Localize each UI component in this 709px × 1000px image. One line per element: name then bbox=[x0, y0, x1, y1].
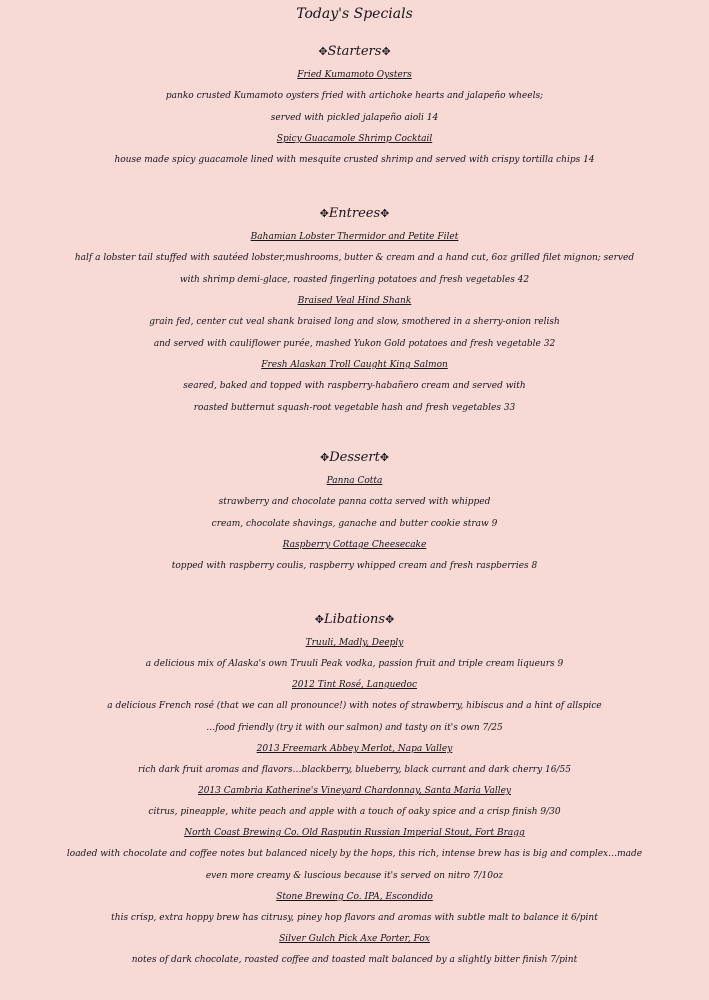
menu-item-name: Truuli, Madly, Deeply bbox=[305, 638, 404, 648]
page-title: Today's Specials bbox=[296, 6, 413, 22]
menu-item-name: Bahamian Lobster Thermidor and Petite Filet bbox=[250, 232, 459, 242]
section-starters bbox=[0, 43, 709, 171]
menu-item-name: Braised Veal Hind Shank bbox=[297, 296, 412, 306]
menu-item-description: a delicious mix of Alaska's own Truuli Peak vodka, passion fruit and triple cream liqueurs 9 bbox=[145, 659, 564, 669]
section-libations bbox=[0, 611, 709, 971]
menu-item-description: grain fed, center cut veal shank braised long and slow, smothered in a sherry-onion relish bbox=[149, 317, 560, 327]
menu-item-description: and served with cauliflower purée, mashed Yukon Gold potatoes and fresh vegetable 32 bbox=[153, 339, 556, 349]
menu-item-description: with shrimp demi-glace, roasted fingerling potatoes and fresh vegetables 42 bbox=[179, 275, 530, 285]
fleuron-icon: ✥ bbox=[385, 613, 395, 626]
section-heading-text: Dessert bbox=[329, 450, 380, 465]
menu-item-name: 2013 Freemark Abbey Merlot, Napa Valley bbox=[256, 744, 453, 754]
menu-item-name: Fresh Alaskan Troll Caught King Salmon bbox=[261, 360, 448, 370]
menu-item-description: citrus, pineapple, white peach and apple with a touch of oaky spice and a crisp finish 9/30 bbox=[148, 807, 561, 817]
menu-item-description: even more creamy & luscious because it's served on nitro 7/10oz bbox=[205, 871, 504, 881]
menu-item-description: seared, baked and topped with raspberry-habañero cream and served with bbox=[183, 381, 526, 391]
fleuron-icon: ✥ bbox=[380, 207, 390, 220]
menu-item-description: loaded with chocolate and coffee notes but balanced nicely by the hops, this rich, intense brew has is big and complex…made bbox=[66, 849, 643, 859]
section-heading bbox=[0, 43, 709, 61]
fleuron-icon: ✥ bbox=[318, 45, 328, 58]
fleuron-icon: ✥ bbox=[381, 45, 391, 58]
section-heading bbox=[0, 449, 709, 467]
menu-item-name: Silver Gulch Pick Axe Porter, Fox bbox=[279, 934, 430, 944]
menu-item-name: Panna Cotta bbox=[326, 476, 383, 486]
menu-item-description: …food friendly (try it with our salmon) and tasty on it's own 7/25 bbox=[206, 723, 503, 733]
menu-item-description: strawberry and chocolate panna cotta served with whipped bbox=[218, 497, 491, 507]
menu-item-name: Spicy Guacamole Shrimp Cocktail bbox=[276, 134, 433, 144]
menu-item-name: 2012 Tint Rosé, Languedoc bbox=[291, 680, 418, 690]
section-heading-text: Libations bbox=[323, 612, 386, 627]
fleuron-icon: ✥ bbox=[314, 613, 324, 626]
section-entrees bbox=[0, 205, 709, 419]
menu-item-description: cream, chocolate shavings, ganache and butter cookie straw 9 bbox=[211, 519, 498, 529]
fleuron-icon: ✥ bbox=[379, 451, 390, 464]
menu-item-description: notes of dark chocolate, roasted coffee and toasted malt balanced by a slightly bitter finish 7/pint bbox=[131, 955, 578, 965]
menu-item-description: panko crusted Kumamoto oysters fried with artichoke hearts and jalapeño wheels; bbox=[165, 91, 544, 101]
section-heading bbox=[0, 205, 709, 223]
menu-item-name: Raspberry Cottage Cheesecake bbox=[282, 540, 427, 550]
menu-item-description: this crisp, extra hoppy brew has citrusy, piney hop flavors and aromas with subtle malt to balance it 6/pint bbox=[111, 913, 598, 923]
menu-item-description: roasted butternut squash-root vegetable hash and fresh vegetables 33 bbox=[193, 403, 516, 413]
menu-item-description: rich dark fruit aromas and flavors…blackberry, blueberry, black currant and dark cherry 16/55 bbox=[138, 765, 571, 775]
menu-item-name: 2013 Cambria Katherine's Vineyard Chardonnay, Santa Maria Valley bbox=[198, 786, 511, 796]
section-heading-text: Starters bbox=[327, 44, 382, 59]
section-heading-text: Entrees bbox=[328, 206, 381, 221]
menu-item-description: a delicious French rosé (that we can all pronounce!) with notes of strawberry, hibiscus and a hint of allspice bbox=[107, 701, 602, 711]
menu-item-description: half a lobster tail stuffed with sautéed lobster,mushrooms, butter & cream and a hand cut, 6oz grilled filet mignon; served bbox=[74, 253, 635, 263]
section-heading bbox=[0, 611, 709, 629]
menu-item-name: Fried Kumamoto Oysters bbox=[297, 70, 412, 80]
fleuron-icon: ✥ bbox=[319, 207, 329, 220]
menu-item-description: topped with raspberry coulis, raspberry whipped cream and fresh raspberries 8 bbox=[171, 561, 538, 571]
menu-item-description: served with pickled jalapeño aioli 14 bbox=[270, 113, 439, 123]
menu-item-description: house made spicy guacamole lined with mesquite crusted shrimp and served with crispy tortilla chips 14 bbox=[114, 155, 595, 165]
fleuron-icon: ✥ bbox=[319, 451, 330, 464]
section-dessert bbox=[0, 449, 709, 577]
menu-item-name: Stone Brewing Co. IPA, Escondido bbox=[276, 892, 433, 902]
menu-item-name: North Coast Brewing Co. Old Rasputin Russian Imperial Stout, Fort Bragg bbox=[184, 828, 525, 838]
